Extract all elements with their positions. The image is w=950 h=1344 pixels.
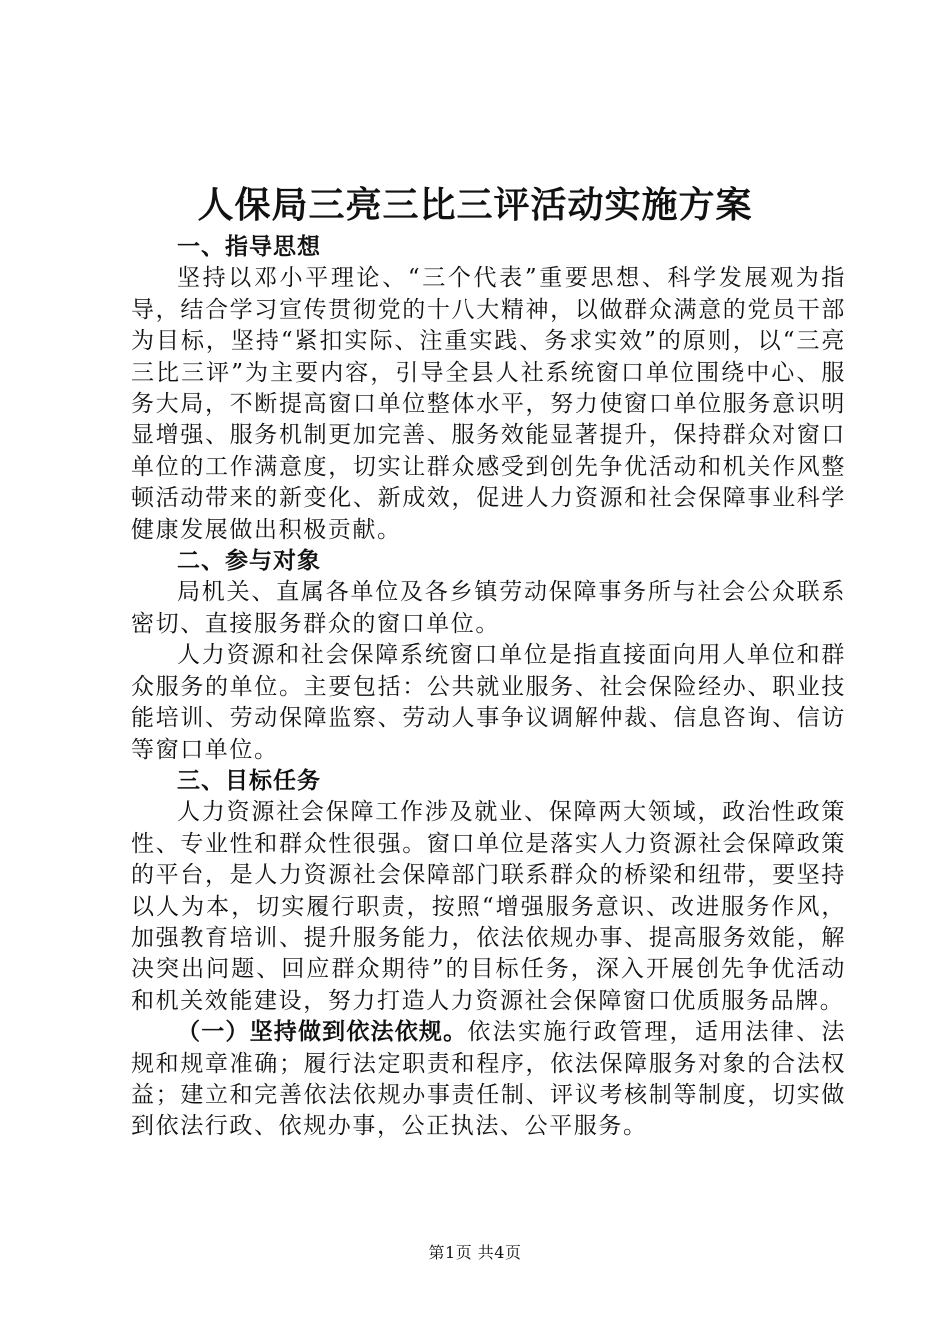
section-heading-objectives: 三、目标任务 [177, 767, 321, 794]
page-footer: 第1页 共4页 [428, 1243, 522, 1262]
document-body [131, 232, 846, 1143]
paragraph-objectives: 人力资源社会保障工作涉及就业、保障两大领域，政治性政策性、专业性和群众性很强。窗口单位是落实人力资源社会保障政策的平台，是人力资源社会保障部门联系群众的桥梁和纽带，要坚持以人为本，切实履行职责，按照“增强服务意识、改进服务作风，加强教育培训、提升服务能力，依法依规办事、提高服务效能，解决突出问题、回应群众期待”的目标任务，深入开展创先争优活动和机关效能建设，努力打造人力资源社会保障窗口优质服务品牌。 [131, 799, 846, 1014]
document-title: 人保局三亮三比三评活动实施方案 [197, 185, 753, 226]
section-heading-participants: 二、参与对象 [177, 548, 321, 575]
item-1-lead: （一）坚持做到依法依规。 [177, 1019, 468, 1046]
paragraph-guiding-ideology: 坚持以邓小平理论、“三个代表”重要思想、科学发展观为指导，结合学习宣传贯彻党的十八大精神，以做群众满意的党员干部为目标，坚持“紧扣实际、注重实践、务求实效”的原则，以“三亮三比三评”为主要内容，引导全县人社系统窗口单位围绕中心、服务大局，不断提高窗口单位整体水平，努力使窗口单位服务意识明显增强、服务机制更加完善、服务效能显著提升，保持群众对窗口单位的工作满意度，切实让群众感受到创先争优活动和机关作风整顿活动带来的新变化、新成效，促进人力资源和社会保障事业科学健康发展做出积极贡献。 [131, 265, 846, 543]
section-heading-guiding-ideology: 一、指导思想 [177, 234, 321, 260]
paragraph-participants-1: 局机关、直属各单位及各乡镇劳动保障事务所与社会公众联系密切、直接服务群众的窗口单位。 [131, 579, 846, 637]
paragraph-participants-2: 人力资源和社会保障系统窗口单位是指直接面向用人单位和群众服务的单位。主要包括：公共就业服务、社会保险经办、职业技能培训、劳动保障监察、劳动人事争议调解仲裁、信息咨询、信访等窗口单位。 [131, 642, 846, 763]
item-1-text: 依法实施行政管理，适用法律、法规和规章准确；履行法定职责和程序，依法保障服务对象的合法权益；建立和完善依法依规办事责任制、评议考核制等制度，切实做到依法行政、依规办事，公正执法、公平服务。 [131, 1019, 847, 1140]
paragraph-objective-item-1 [131, 1017, 846, 1143]
